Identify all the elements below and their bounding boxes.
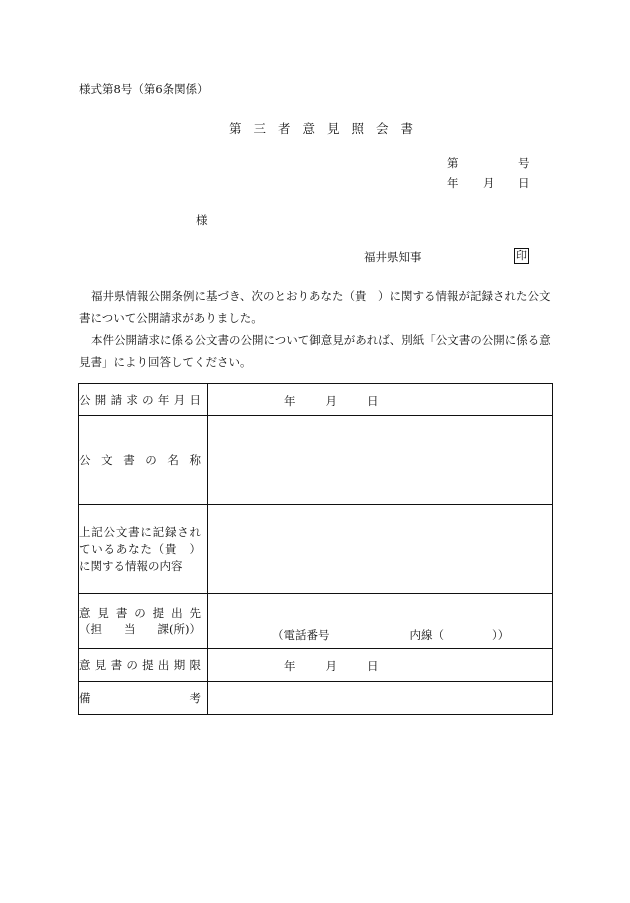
addressee-honorific: 様 bbox=[196, 213, 208, 227]
extension-close: ）） bbox=[492, 628, 510, 642]
destination-label-dept-open: （担 bbox=[79, 622, 102, 636]
table-row-remarks bbox=[79, 682, 553, 715]
deadline-day: 日 bbox=[367, 659, 379, 673]
request-date-label: 公開請求の年月日 bbox=[79, 392, 201, 407]
body-paragraph-1: 福井県情報公開条例に基づき、次のとおりあなた（貴 ）に関する情報が記録された公文書について公開請求がありました。 bbox=[79, 289, 551, 325]
table-row-information-content bbox=[79, 505, 553, 594]
destination-label-line-1: 意見書の提出先 bbox=[79, 606, 201, 620]
request-date-year: 年 bbox=[284, 394, 296, 408]
body-paragraph-2: 本件公開請求に係る公文書の公開について御意見があれば、別紙「公文書の公開に係る意見書」により回答してください。 bbox=[79, 333, 551, 369]
phone-number-label: （電話番号 bbox=[272, 628, 330, 642]
remarks-label-right: 考 bbox=[189, 691, 201, 705]
information-content-value bbox=[208, 505, 553, 594]
form-number: 様式第8号（第6条関係） bbox=[79, 82, 209, 96]
remarks-label-left: 備 bbox=[79, 691, 91, 705]
destination-label-dept-close: 課(所)） bbox=[157, 622, 201, 636]
seal-mark: 印 bbox=[516, 249, 527, 262]
deadline-label: 意見書の提出期限 bbox=[79, 658, 201, 672]
remarks-value bbox=[208, 682, 553, 715]
destination-label-dept-mid: 当 bbox=[124, 622, 136, 636]
request-date-day: 日 bbox=[367, 394, 379, 408]
deadline-month: 月 bbox=[325, 659, 337, 673]
reference-number-suffix: 号 bbox=[518, 156, 530, 170]
extension-label: 内線（ bbox=[409, 628, 444, 642]
document-name-value bbox=[208, 416, 553, 505]
content-label-line-3: に関する情報の内容 bbox=[79, 558, 183, 573]
table-row-submission-deadline bbox=[79, 649, 553, 682]
request-date-value bbox=[208, 384, 553, 416]
issue-date-day: 日 bbox=[518, 176, 530, 190]
submission-destination-value bbox=[208, 594, 553, 649]
sender-name: 福井県知事 bbox=[364, 250, 422, 264]
deadline-year: 年 bbox=[284, 659, 296, 673]
content-label-line-1: 上記公文書に記録され bbox=[79, 524, 201, 539]
document-title: 第三者意見照会書 bbox=[229, 121, 426, 136]
issue-date-year: 年 bbox=[447, 176, 459, 190]
submission-deadline-value bbox=[208, 649, 553, 682]
document-name-label: 公文書の名称 bbox=[79, 453, 201, 467]
table-row-document-name bbox=[79, 416, 553, 505]
table-row-submission-destination bbox=[79, 594, 553, 649]
request-date-month: 月 bbox=[325, 394, 337, 408]
request-info-table bbox=[78, 383, 553, 715]
content-label-line-2: ているあなた（貴 ） bbox=[79, 541, 201, 556]
table-row-request-date bbox=[79, 384, 553, 416]
reference-number-prefix: 第 bbox=[447, 156, 459, 170]
issue-date-month: 月 bbox=[483, 176, 495, 190]
